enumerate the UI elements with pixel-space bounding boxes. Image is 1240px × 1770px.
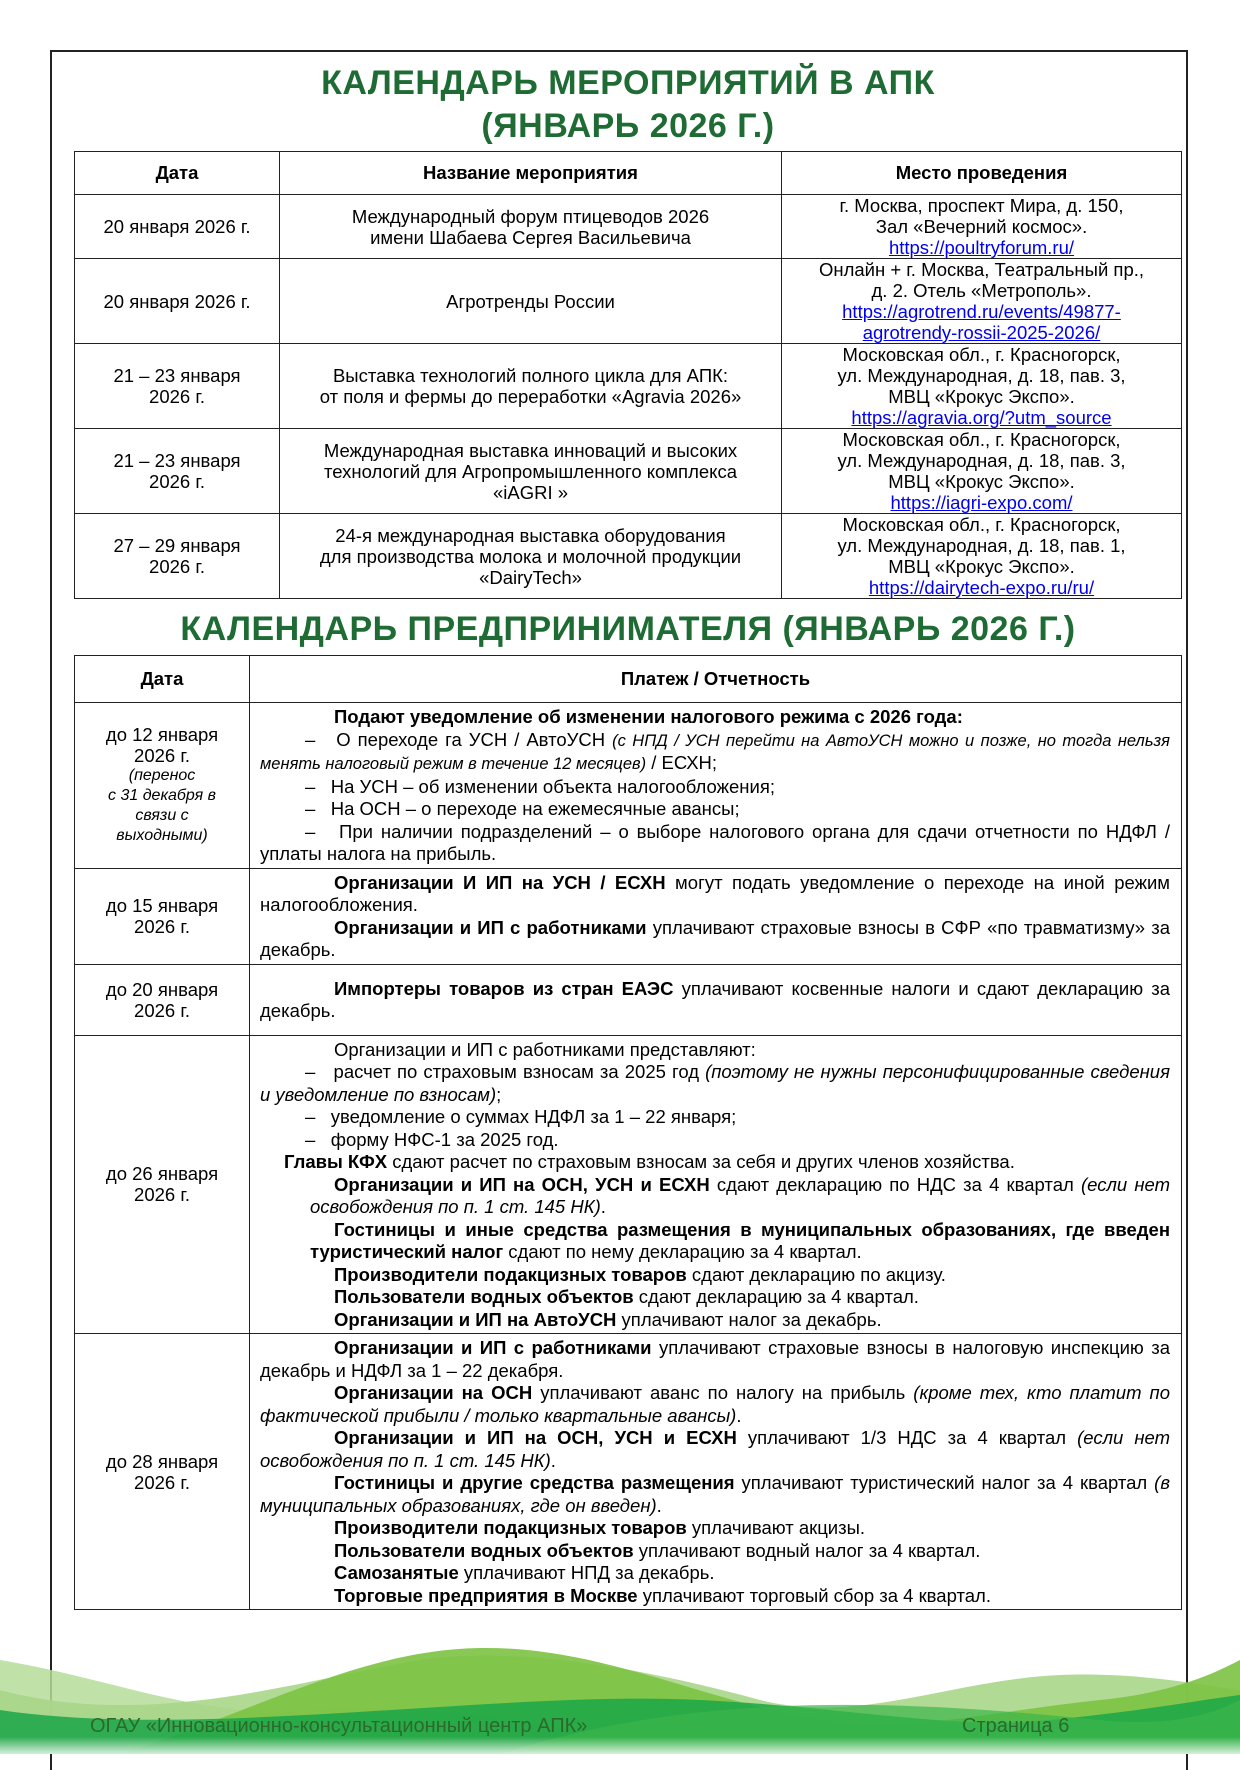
event-name xyxy=(280,344,782,429)
subject: Пользователи водных объектов xyxy=(334,1539,634,1561)
deadline-details xyxy=(250,1334,1182,1610)
subject: Торговые предприятия в Москве xyxy=(334,1584,638,1606)
date-line: 21 – 23 января xyxy=(113,450,241,471)
event-name xyxy=(280,429,782,514)
obligation: сдают по нему декларацию за 4 квартал. xyxy=(503,1241,862,1262)
link-line[interactable]: agrotrendy-rossii-2025-2026/ xyxy=(862,322,1101,343)
event-link[interactable] xyxy=(842,301,1121,343)
events-title-line1: КАЛЕНДАРЬ МЕРОПРИЯТИЙ В АПК xyxy=(321,64,935,102)
events-title-line2: (ЯНВАРЬ 2026 Г.) xyxy=(481,107,775,145)
event-name-line: имени Шабаева Сергея Васильевича xyxy=(370,226,691,248)
place-line: Московская обл., г. Красногорск, xyxy=(842,344,1121,365)
date-line: до 15 января xyxy=(105,895,219,916)
details-paragraph xyxy=(310,1286,1170,1309)
item-note: (поэтому не нужны персонифицированные сведения и уведомление по взносам) xyxy=(260,1061,1170,1105)
date-line: до 20 января xyxy=(105,978,219,1000)
events-title xyxy=(74,62,1182,148)
obligation: могут подать уведомление о переходе на иной режим налогообложения. xyxy=(260,871,1170,915)
event-date: 20 января 2026 г. xyxy=(75,195,280,259)
table-row xyxy=(75,195,1182,259)
event-place xyxy=(782,195,1182,259)
obligation: сдают декларацию по акцизу. xyxy=(686,1263,946,1285)
subject: Организации и ИП на АвтоУСН xyxy=(334,1308,617,1330)
subject: Организации И ИП на УСН / ЕСХН xyxy=(334,871,666,893)
details-paragraph xyxy=(310,1219,1170,1264)
event-place xyxy=(782,344,1182,429)
subject: Организации и ИП на ОСН, УСН и ЕСХН xyxy=(334,1173,710,1195)
note: (кроме тех, кто платит по фактической прибыли / только квартальные авансы) xyxy=(260,1382,1170,1426)
obligation: . xyxy=(656,1494,662,1516)
subject: Гостиницы и другие средства размещения xyxy=(334,1472,735,1493)
table-row xyxy=(75,429,1182,514)
subject: Гостиницы и иные средства размещения в муниципальных образованиях, где введен туристический налог xyxy=(310,1218,1170,1262)
deadline-date xyxy=(75,868,250,964)
place-line: г. Москва, проспект Мира, д. 150, xyxy=(839,195,1124,216)
event-name-line: Международная выставка инноваций и высоких xyxy=(323,439,738,461)
event-link[interactable]: https://dairytech-expo.ru/ru/ xyxy=(868,577,1095,598)
details-paragraph xyxy=(260,1585,1170,1608)
obligation: уплачивают торговый сбор за 4 квартал. xyxy=(637,1584,991,1606)
event-name-line: «iAGRI » xyxy=(492,481,569,503)
event-name-line: от поля и фермы до переработки «Agravia 2026» xyxy=(319,386,742,407)
obligation: уплачивают косвенные налоги и сдают декларацию за декабрь. xyxy=(260,977,1170,1021)
deadline-details xyxy=(250,1035,1182,1334)
table-row xyxy=(75,868,1182,964)
item-text: ; xyxy=(496,1083,502,1105)
note: (если нет освобождения по п. 1 ст. 145 НК) xyxy=(260,1427,1170,1471)
item-text: На УСН – об изменении объекта налогообложения; xyxy=(330,775,775,797)
details-paragraph xyxy=(260,1540,1170,1563)
obligation: уплачивают акцизы. xyxy=(686,1517,866,1538)
event-name-line: Международный форум птицеводов 2026 xyxy=(351,205,710,227)
list-item: – На ОСН – о переходе на ежемесячные авансы; xyxy=(305,798,740,819)
place-line: Онлайн + г. Москва, Театральный пр., xyxy=(818,259,1145,280)
place-line: д. 2. Отель «Метрополь». xyxy=(871,280,1092,301)
obligation: уплачивают туристический налог за 4 квартал xyxy=(734,1472,1155,1493)
details-paragraph xyxy=(260,872,1170,917)
details-paragraph xyxy=(260,1337,1170,1382)
list-item: – расчет по страховым взносам за 2025 год (поэтому не нужны персонифицированные сведения и уведомление по взносам); xyxy=(260,1061,1170,1105)
details-paragraph xyxy=(260,1382,1170,1427)
business-calendar-table xyxy=(74,655,1182,1610)
obligation: уплачивают НПД за декабрь. xyxy=(458,1562,715,1583)
events-table xyxy=(74,151,1182,599)
date-line: 2026 г. xyxy=(134,745,190,767)
date-line: 2026 г. xyxy=(149,556,205,577)
place-line: МВЦ «Крокус Экспо». xyxy=(888,556,1075,577)
details-paragraph xyxy=(310,1309,1170,1332)
header-date: Дата xyxy=(75,656,250,703)
note: (если нет освобождения по п. 1 ст. 145 НК) xyxy=(310,1173,1170,1217)
subject: Организации и ИП на ОСН, УСН и ЕСХН xyxy=(334,1427,737,1448)
event-name-line: «DairyTech» xyxy=(479,566,582,588)
place-line: ул. Международная, д. 18, пав. 3, xyxy=(837,365,1126,386)
place-line: Московская обл., г. Красногорск, xyxy=(842,429,1121,450)
place-line: ул. Международная, д. 18, пав. 3, xyxy=(837,450,1126,471)
place-line: МВЦ «Крокус Экспо». xyxy=(888,471,1075,492)
item-text: форму НФС-1 за 2025 год. xyxy=(330,1128,559,1150)
item-text: / ЕСХН; xyxy=(646,752,718,773)
date-line: 2026 г. xyxy=(134,1184,190,1206)
event-name xyxy=(280,514,782,599)
obligation: . xyxy=(736,1404,742,1426)
business-header-row xyxy=(75,656,1182,703)
obligation: уплачивают страховые взносы в СФР «по травматизму» за декабрь. xyxy=(260,916,1170,960)
item-text: При наличии подразделений – о выборе налогового органа для сдачи отчетности по НДФЛ / уплаты налога на прибыль. xyxy=(260,820,1170,864)
details-intro: Организации и ИП с работниками представляют: xyxy=(334,1038,756,1060)
list-item: – уведомление о суммах НДФЛ за 1 – 22 января; xyxy=(305,1106,737,1127)
subject: Производители подакцизных товаров xyxy=(334,1517,687,1538)
subject: Организации и ИП с работниками xyxy=(334,1337,652,1358)
event-place xyxy=(782,514,1182,599)
event-link[interactable]: https://poultryforum.ru/ xyxy=(888,237,1075,258)
table-row xyxy=(75,344,1182,429)
deadline-date xyxy=(75,1035,250,1334)
deadline-date xyxy=(75,703,250,869)
deadline-date xyxy=(75,1334,250,1610)
table-row xyxy=(75,1334,1182,1610)
event-name-line: 24-я международная выставка оборудования xyxy=(335,524,726,546)
obligation: уплачивают аванс по налогу на прибыль xyxy=(532,1382,914,1403)
subject: Пользователи водных объектов xyxy=(334,1286,634,1307)
obligation: уплачивают страховые взносы в налоговую инспекцию за декабрь и НДФЛ за 1 – 22 декабря. xyxy=(260,1337,1170,1381)
header-payment: Платеж / Отчетность xyxy=(250,656,1182,703)
header-place: Место проведения xyxy=(782,152,1182,195)
event-date xyxy=(75,514,280,599)
date-line: 2026 г. xyxy=(149,471,205,492)
details-paragraph xyxy=(260,978,1170,1023)
event-name: Агротренды России xyxy=(280,259,782,344)
deadline-details xyxy=(250,703,1182,869)
deadline-details xyxy=(250,868,1182,964)
item-text: О переходе га УСН / АвтоУСН xyxy=(336,728,613,750)
details-heading: Подают уведомление об изменении налогового режима с 2026 года: xyxy=(334,706,963,727)
event-place xyxy=(782,259,1182,344)
footer-page-number: Страница 6 xyxy=(962,1715,1070,1737)
date-line: 2026 г. xyxy=(134,999,190,1021)
details-paragraph xyxy=(260,1562,1170,1585)
note-line: выходными) xyxy=(116,827,208,845)
link-line[interactable]: https://agrotrend.ru/events/49877- xyxy=(842,301,1121,322)
table-row xyxy=(75,1035,1182,1334)
date-line: 21 – 23 января xyxy=(113,365,241,386)
details-paragraph xyxy=(310,1264,1170,1287)
place-line: МВЦ «Крокус Экспо». xyxy=(888,386,1075,407)
date-line: 2026 г. xyxy=(134,916,190,937)
events-header-row xyxy=(75,152,1182,195)
subject: Организации на ОСН xyxy=(334,1382,533,1403)
deadline-date xyxy=(75,964,250,1035)
list-item: – При наличии подразделений – о выборе налогового органа для сдачи отчетности по НДФЛ / уплаты налога на прибыль. xyxy=(260,820,1170,864)
subject: Производители подакцизных товаров xyxy=(334,1263,687,1285)
subject: Главы КФХ xyxy=(284,1151,388,1172)
obligation: . xyxy=(600,1196,606,1217)
details-paragraph xyxy=(210,1151,1170,1174)
date-line: до 26 января xyxy=(105,1163,219,1185)
place-line: Зал «Вечерний космос». xyxy=(875,216,1088,237)
event-place xyxy=(782,429,1182,514)
event-name-line: Выставка технологий полного цикла для АПК: xyxy=(332,365,729,386)
details-paragraph xyxy=(260,1472,1170,1517)
obligation: сдают декларацию за 4 квартал. xyxy=(633,1286,919,1307)
list-item: – О переходе га УСН / АвтоУСН (с НПД / УСН перейти на АвтоУСН можно и позже, но тогда нельзя менять налоговый режим в течение 12 месяцев) / ЕСХН; xyxy=(260,728,1170,773)
event-name xyxy=(280,195,782,259)
date-line: 2026 г. xyxy=(134,1471,190,1493)
details-paragraph xyxy=(260,1517,1170,1540)
business-calendar-title: КАЛЕНДАРЬ ПРЕДПРИНИМАТЕЛЯ (ЯНВАРЬ 2026 Г.) xyxy=(180,610,1076,648)
table-row xyxy=(75,964,1182,1035)
obligation: сдают расчет по страховым взносам за себя и других членов хозяйства. xyxy=(387,1151,1015,1172)
date-line: до 28 января xyxy=(105,1450,219,1472)
footer-organization: ОГАУ «Инновационно-консультационный центр АПК» xyxy=(90,1715,588,1737)
event-date xyxy=(75,344,280,429)
event-date: 20 января 2026 г. xyxy=(75,259,280,344)
list-item: – форму НФС-1 за 2025 год. xyxy=(305,1128,559,1150)
deadline-details xyxy=(250,964,1182,1035)
details-paragraph xyxy=(310,1174,1170,1219)
note-line: связи с xyxy=(135,807,189,825)
subject: Самозанятые xyxy=(334,1562,459,1583)
event-name-line: технологий для Агропромышленного комплекса xyxy=(323,460,738,482)
list-item: – На УСН – об изменении объекта налогообложения; xyxy=(305,775,775,797)
details-paragraph xyxy=(260,1427,1170,1472)
note-line: (перенос xyxy=(128,767,196,785)
obligation: уплачивают налог за декабрь. xyxy=(616,1308,882,1330)
item-text: расчет по страховым взносам за 2025 год xyxy=(333,1061,706,1082)
obligation: уплачивают 1/3 НДС за 4 квартал xyxy=(736,1427,1078,1448)
item-text: На ОСН – о переходе на ежемесячные авансы; xyxy=(330,798,740,819)
item-note: (с НПД / УСН перейти на АвтоУСН можно и позже, но тогда нельзя менять налоговый режим в течение 12 месяцев) xyxy=(260,731,1170,773)
date-line: до 12 января xyxy=(105,724,219,746)
event-link[interactable]: https://agravia.org/?utm_source xyxy=(851,407,1112,428)
note-line: с 31 декабря в xyxy=(108,787,216,805)
item-text: уведомление о суммах НДФЛ за 1 – 22 января; xyxy=(330,1106,737,1127)
table-row xyxy=(75,703,1182,869)
obligation: . xyxy=(550,1449,556,1471)
table-row xyxy=(75,259,1182,344)
date-line: 27 – 29 января xyxy=(113,535,241,556)
details-paragraph xyxy=(260,917,1170,962)
table-row xyxy=(75,514,1182,599)
event-date xyxy=(75,429,280,514)
subject: Организации и ИП с работниками xyxy=(334,916,647,938)
header-date: Дата xyxy=(75,152,280,195)
date-line: 2026 г. xyxy=(149,386,205,407)
place-line: Московская обл., г. Красногорск, xyxy=(842,514,1121,535)
place-line: ул. Международная, д. 18, пав. 1, xyxy=(837,535,1126,556)
obligation: уплачивают водный налог за 4 квартал. xyxy=(633,1539,981,1561)
header-event-name: Название мероприятия xyxy=(280,152,782,195)
note: (в муниципальных образованиях, где он введен) xyxy=(260,1472,1170,1516)
date-note xyxy=(75,766,249,846)
subject: Импортеры товаров из стран ЕАЭС xyxy=(334,977,674,999)
event-name-line: для производства молока и молочной продукции xyxy=(319,545,742,567)
obligation: сдают декларацию по НДС за 4 квартал xyxy=(709,1173,1081,1195)
event-link[interactable]: https://iagri-expo.com/ xyxy=(890,492,1073,513)
